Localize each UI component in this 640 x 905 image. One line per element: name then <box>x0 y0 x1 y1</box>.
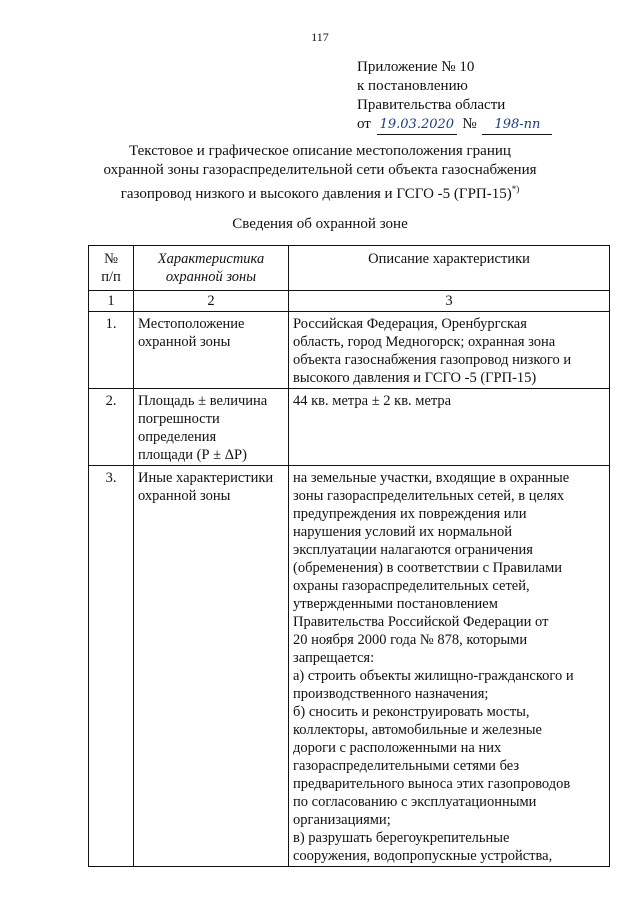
header-char-line2: охранной зоны <box>165 269 257 285</box>
desc-line: охраны газораспределительных сетей, <box>293 578 530 594</box>
section-subtitle: Сведения об охранной зоне <box>232 216 408 232</box>
desc-line: на земельные участки, входящие в охранные <box>293 470 570 486</box>
page-number: 117 <box>311 30 329 44</box>
desc-line: коллекторы, автомобильные и железные <box>293 722 542 738</box>
desc-line: Правительства Российской Федерации от <box>293 614 549 630</box>
table-column-numbers-row <box>89 291 610 312</box>
footnote-mark: *) <box>511 184 520 194</box>
desc-line: предупреждения их повреждения или <box>293 506 527 522</box>
desc-line: дороги с расположенными на них <box>293 740 502 756</box>
char-line: Иные характеристики <box>138 470 274 486</box>
row-number: 2. <box>89 389 134 466</box>
table-row <box>89 312 610 389</box>
from-label: от <box>357 116 371 132</box>
header-num-line2: п/п <box>101 269 121 285</box>
table-row <box>89 389 610 466</box>
desc-line: Российская Федерация, Оренбургская <box>293 316 527 332</box>
row-characteristic <box>134 312 289 389</box>
handwritten-number: 198-пп <box>482 115 552 135</box>
number-label: № <box>462 116 477 132</box>
desc-line: запрещается: <box>293 650 375 666</box>
desc-line: б) сносить и реконструировать мосты, <box>293 704 530 720</box>
desc-line: а) строить объекты жилищно-гражданского и <box>293 668 574 684</box>
header-char-line1: Характеристика <box>157 251 265 267</box>
header-num-line1: № <box>104 251 118 267</box>
desc-line: утвержденными постановлением <box>293 596 498 612</box>
row-number: 3. <box>89 466 134 867</box>
row-description <box>289 312 610 389</box>
desc-line: газораспределительными сетями без <box>293 758 520 774</box>
zone-info-table <box>88 245 610 867</box>
table-row <box>89 466 610 867</box>
title-line-1: Текстовое и графическое описание местоположения границ <box>129 143 511 159</box>
desc-line: по согласованию с эксплуатационными <box>293 794 537 810</box>
appendix-date-line <box>357 115 554 135</box>
colnum-3: 3 <box>289 291 610 312</box>
title-line-3 <box>0 180 640 204</box>
table-header-row <box>89 246 610 291</box>
row-description <box>289 389 610 466</box>
char-line: охранной зоны <box>138 334 231 350</box>
header-characteristic <box>134 246 289 291</box>
appendix-block <box>357 58 554 135</box>
header-description: Описание характеристики <box>289 246 610 291</box>
desc-line: предварительного выноса этих газопроводов <box>293 776 571 792</box>
title-line-3-text: газопровод низкого и высокого давления и ГСГО -5 (ГРП-15) <box>120 186 512 202</box>
colnum-1: 1 <box>89 291 134 312</box>
row-characteristic <box>134 389 289 466</box>
desc-line: 20 ноября 2000 года № 878, которыми <box>293 632 528 648</box>
desc-line: объекта газоснабжения газопровод низкого и <box>293 352 572 368</box>
row-description <box>289 466 610 867</box>
appendix-line-decree: к постановлению <box>357 78 468 94</box>
appendix-line-government: Правительства области <box>357 97 506 113</box>
colnum-2: 2 <box>134 291 289 312</box>
desc-line: высокого давления и ГСГО -5 (ГРП-15) <box>293 370 537 386</box>
desc-line: организациями; <box>293 812 391 828</box>
desc-line: нарушения условий их нормальной <box>293 524 513 540</box>
char-line: Местоположение <box>138 316 245 332</box>
header-num <box>89 246 134 291</box>
row-number: 1. <box>89 312 134 389</box>
desc-line: область, город Медногорск; охранная зона <box>293 334 556 350</box>
desc-line: в) разрушать берегоукрепительные <box>293 830 510 846</box>
desc-line: зоны газораспределительных сетей, в целях <box>293 488 565 504</box>
char-line: Площадь ± величина <box>138 393 268 409</box>
desc-line: эксплуатации налагаются ограничения <box>293 542 533 558</box>
char-line: охранной зоны <box>138 488 231 504</box>
title-line-2: охранной зоны газораспределительной сети объекта газоснабжения <box>103 162 537 178</box>
char-line: определения <box>138 429 217 445</box>
char-line: погрешности <box>138 411 220 427</box>
desc-line: производственного назначения; <box>293 686 489 702</box>
appendix-title: Приложение № 10 <box>357 59 475 75</box>
char-line: площади (Р ± ΔР) <box>138 447 247 463</box>
desc-line: 44 кв. метра ± 2 кв. метра <box>293 393 452 409</box>
desc-line: (обременения) в соответствии с Правилами <box>293 560 563 576</box>
desc-line: сооружения, водопропускные устройства, <box>293 848 553 864</box>
row-characteristic <box>134 466 289 867</box>
handwritten-date: 19.03.2020 <box>377 115 457 135</box>
document-title <box>0 142 640 204</box>
